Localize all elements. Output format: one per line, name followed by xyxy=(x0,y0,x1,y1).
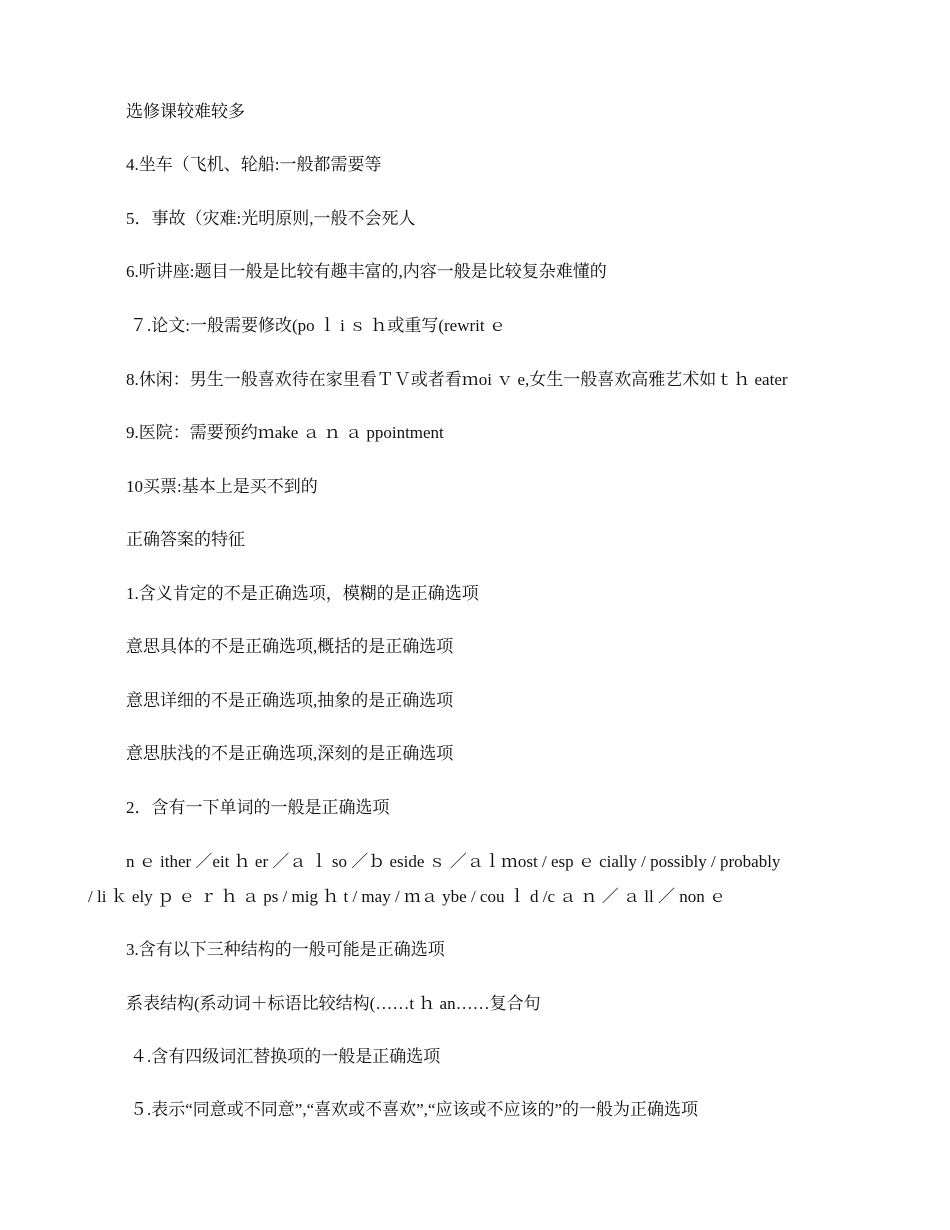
text-line: 5．事故（灾难:光明原则,一般不会死人 xyxy=(126,209,416,228)
text-line: 选修课较难较多 xyxy=(126,102,245,121)
text-line: 6.听讲座:题目一般是比较有趣丰富的,内容一般是比较复杂难懂的 xyxy=(126,262,607,281)
text-line: 9.医院：需要预约ｍake ａ ｎ ａ ppointment xyxy=(126,423,444,442)
text-line: 意思详细的不是正确选项,抽象的是正确选项 xyxy=(126,691,454,710)
text-line: 意思肤浅的不是正确选项,深刻的是正确选项 xyxy=(126,744,454,763)
text-line: ４.含有四级词汇替换项的一般是正确选项 xyxy=(130,1047,441,1066)
text-line: 3.含有以下三种结构的一般可能是正确选项 xyxy=(126,940,445,959)
section-heading: 正确答案的特征 xyxy=(126,530,245,549)
text-line: 1.含义肯定的不是正确选项，模糊的是正确选项 xyxy=(126,584,479,603)
text-line: 4.坐车（飞机、轮船:一般都需要等 xyxy=(126,155,382,174)
text-line: 10买票:基本上是买不到的 xyxy=(126,477,318,496)
text-line: 意思具体的不是正确选项,概括的是正确选项 xyxy=(126,637,454,656)
word-list-line-continued: / li ｋ ely ｐ ｅ ｒ ｈ ａ ps / mig ｈ t / may / ｍａ ybe / cou ｌ d /c ａ ｎ ／ ａ ll ／ non ｅ xyxy=(88,887,726,906)
text-line: 8.休闲：男生一般喜欢待在家里看ＴＶ或者看ｍoi ｖ e,女生一般喜欢高雅艺术如ｔｈ eater xyxy=(126,370,788,389)
text-line: 系表结构(系动词＋标语比较结构(……t ｈ an……复合句 xyxy=(126,994,541,1013)
text-line: 2．含有一下单词的一般是正确选项 xyxy=(126,798,390,817)
word-list-line: n ｅ ither ／eit ｈ er ／ａ ｌ so ／ｂ eside ｓ ／ａｌｍost / esp ｅ cially / possibly / probably xyxy=(126,852,781,871)
text-line: ５.表示“同意或不同意”,“喜欢或不喜欢”,“应该或不应该的”的一般为正确选项 xyxy=(130,1100,699,1119)
text-line: ７.论文:一般需要修改(po ｌ i ｓ ｈ或重写(rewrit ｅ xyxy=(130,316,506,335)
